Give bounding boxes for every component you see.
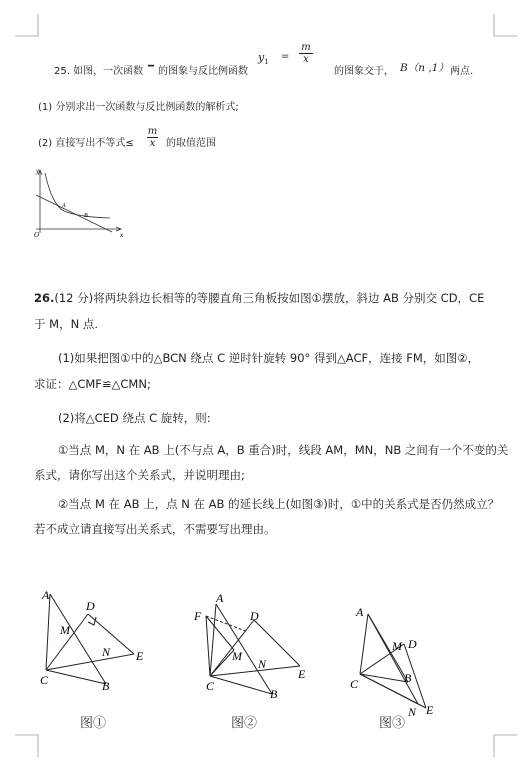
graph-origin-label: O bbox=[34, 231, 40, 239]
q26-p1a: (12 分)将两块斜边长相等的等腰直角三角板按如图①摆放，斜边 AB 分别交 CD，CE bbox=[54, 291, 485, 305]
q25-line1-mid: 的图象与反比例函数 bbox=[158, 66, 248, 77]
fig1-label-m: M bbox=[60, 623, 70, 637]
fig1-label-d: D bbox=[86, 599, 95, 613]
fig3-label-m: M bbox=[392, 639, 402, 653]
graph-x-label: x bbox=[120, 231, 124, 239]
fig3-label-b: B bbox=[404, 671, 412, 685]
fig2-label-m: M bbox=[232, 649, 242, 663]
graph-y-label: y bbox=[36, 167, 40, 175]
fig3-label-c: C bbox=[350, 677, 359, 691]
q26-p3: (2)将△CED 绕点 C 旋转，则: bbox=[58, 411, 211, 425]
fig1-label-b: B bbox=[102, 679, 110, 692]
figure-2 bbox=[190, 590, 320, 700]
q26-p5a: ②当点 M 在 AB 上，点 N 在 AB 的延长线上(如图③)时，①中的关系式是否仍然成立？ bbox=[58, 497, 500, 511]
fig1-caption: 图① bbox=[80, 715, 107, 730]
fig2-label-c: C bbox=[206, 679, 215, 693]
fig2-label-n: N bbox=[258, 657, 267, 671]
fig3-label-n: N bbox=[408, 705, 417, 718]
fig2-label-a: A bbox=[216, 591, 224, 605]
fig2-label-e: E bbox=[298, 667, 306, 681]
q25-part2-pre: (2) 直接写出不等式≤ bbox=[38, 138, 134, 149]
figure-1 bbox=[36, 588, 156, 692]
q25-fraction bbox=[299, 42, 313, 65]
figure-3 bbox=[346, 598, 446, 718]
q26-p2a: (1)如果把图①中的△BCN 绕点 C 逆时针旋转 90° 得到△ACF，连接 FM，如图②， bbox=[58, 351, 480, 365]
fig3-label-e: E bbox=[426, 703, 434, 717]
q25-part2-num: m bbox=[147, 126, 158, 137]
graph-point-a: A bbox=[62, 203, 66, 209]
q26-number: 26. bbox=[34, 291, 55, 305]
fig2-label-f: F bbox=[194, 609, 202, 623]
fig3-label-d: D bbox=[408, 637, 417, 651]
q25-graph bbox=[30, 165, 130, 240]
q25-equals: = bbox=[281, 51, 290, 62]
fig3-caption: 图③ bbox=[379, 715, 406, 730]
fig1-label-a: A bbox=[42, 588, 50, 602]
q25-line1-end: 两点. bbox=[450, 66, 474, 77]
q26-first-line bbox=[34, 290, 484, 306]
q25-part2-den: x bbox=[149, 138, 156, 149]
q26-p5b: 若不成立请直接写出关系式，不需要写出理由。 bbox=[34, 522, 276, 536]
q25-line1-pre: 25. 如图，一次函数 bbox=[54, 66, 144, 77]
q26-p1b: 于 M，N 点. bbox=[34, 317, 98, 331]
q25-y1: $y_1$ bbox=[258, 51, 269, 67]
q25-point-b: B（n ,1） bbox=[400, 62, 449, 74]
graph-point-b: B bbox=[84, 213, 88, 219]
fig2-label-d: D bbox=[250, 609, 259, 623]
q25-blank: ━ bbox=[148, 61, 155, 72]
q25-part2-fraction bbox=[147, 126, 158, 149]
q25-frac-den: x bbox=[303, 54, 309, 65]
q25-frac-num: m bbox=[301, 42, 311, 53]
fig1-label-n: N bbox=[102, 645, 111, 659]
q26-p2b: 求证：△CMF≌△CMN; bbox=[34, 377, 151, 391]
q25-part1: (1) 分别求出一次函数与反比例函数的解析式; bbox=[38, 102, 239, 113]
q26-p4b: 系式，请你写出这个关系式，并说明理由; bbox=[34, 468, 245, 482]
fig2-caption: 图② bbox=[231, 715, 258, 730]
q25-line1-post: 的图象交于， bbox=[334, 66, 394, 77]
fig1-label-c: C bbox=[40, 673, 49, 687]
fig3-label-a: A bbox=[356, 605, 364, 619]
q26-p4a: ①当点 M，N 在 AB 上(不与点 A，B 重合)时，线段 AM，MN，NB 之间有一个不变的关 bbox=[58, 443, 509, 457]
fig2-label-b: B bbox=[270, 687, 278, 700]
fig1-label-e: E bbox=[136, 649, 144, 663]
q25-part2-post: 的取值范围 bbox=[166, 138, 216, 149]
